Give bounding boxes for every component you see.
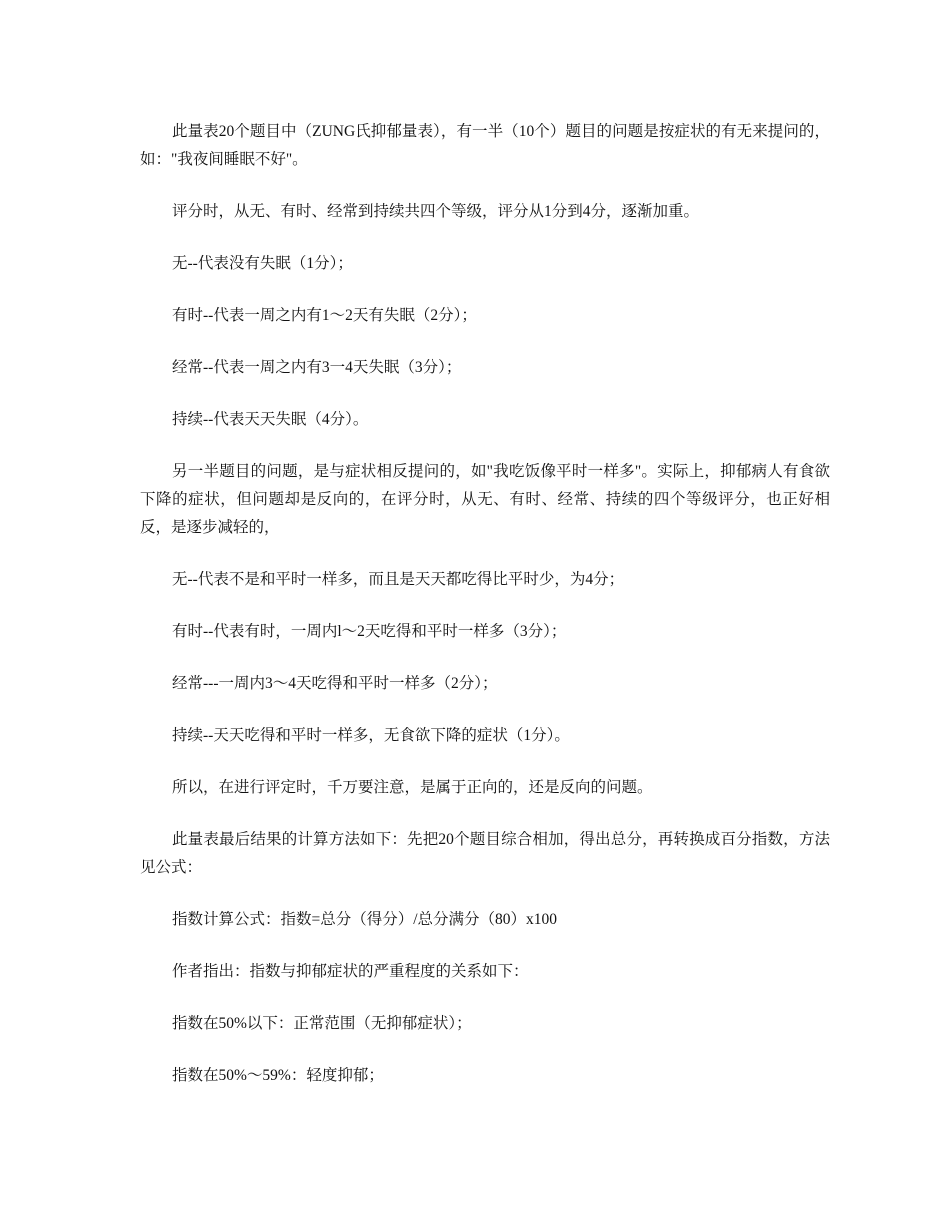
paragraph-index-mild: 指数在50%～59%：轻度抑郁； [172, 1067, 384, 1084]
paragraph-scoring: 评分时，从无、有时、经常到持续共四个等级，评分从1分到4分，逐渐加重。 [172, 203, 700, 220]
paragraph-often: 经常--代表一周之内有3一4天失眠（3分）； [172, 359, 462, 376]
paragraph-index-normal: 指数在50%以下：正常范围（无抑郁症状）； [172, 1015, 472, 1032]
paragraph-intro: 此量表20个题目中（ZUNG氏抑郁量表），有一半（10个）题目的问题是按症状的有无来提问的，如："我夜间睡眠不好"。 [140, 123, 830, 168]
paragraph-reverse-continuous: 持续--天天吃得和平时一样多，无食欲下降的症状（1分）。 [172, 727, 570, 744]
paragraph-reverse-sometimes: 有时--代表有时，一周内l～2天吃得和平时一样多（3分）； [172, 623, 567, 640]
paragraph-reverse-questions: 另一半题目的问题，是与症状相反提问的，如"我吃饭像平时一样多"。实际上，抑郁病人有食欲下降的症状，但问题却是反向的，在评分时，从无、有时、经常、持续的四个等级评分，也正好相反，是逐步减轻的， [140, 463, 830, 536]
paragraph-author-note: 作者指出：指数与抑郁症状的严重程度的关系如下： [172, 963, 529, 980]
paragraph-continuous: 持续--代表天天失眠（4分）。 [172, 411, 369, 428]
paragraph-calculation: 此量表最后结果的计算方法如下：先把20个题目综合相加，得出总分，再转换成百分指数，方法见公式： [140, 831, 830, 876]
paragraph-reverse-often: 经常---一周内3～4天吃得和平时一样多（2分）； [172, 675, 498, 692]
paragraph-reverse-none: 无--代表不是和平时一样多，而且是天天都吃得比平时少，为4分； [172, 571, 625, 588]
paragraph-formula: 指数计算公式：指数=总分（得分）/总分满分（80）x100 [172, 911, 558, 928]
paragraph-caution: 所以，在进行评定时，千万要注意，是属于正向的，还是反向的问题。 [172, 779, 653, 796]
document-body [140, 118, 830, 1114]
paragraph-none: 无--代表没有失眠（1分）； [172, 255, 353, 272]
paragraph-sometimes: 有时--代表一周之内有1～2天有失眠（2分）； [172, 307, 477, 324]
